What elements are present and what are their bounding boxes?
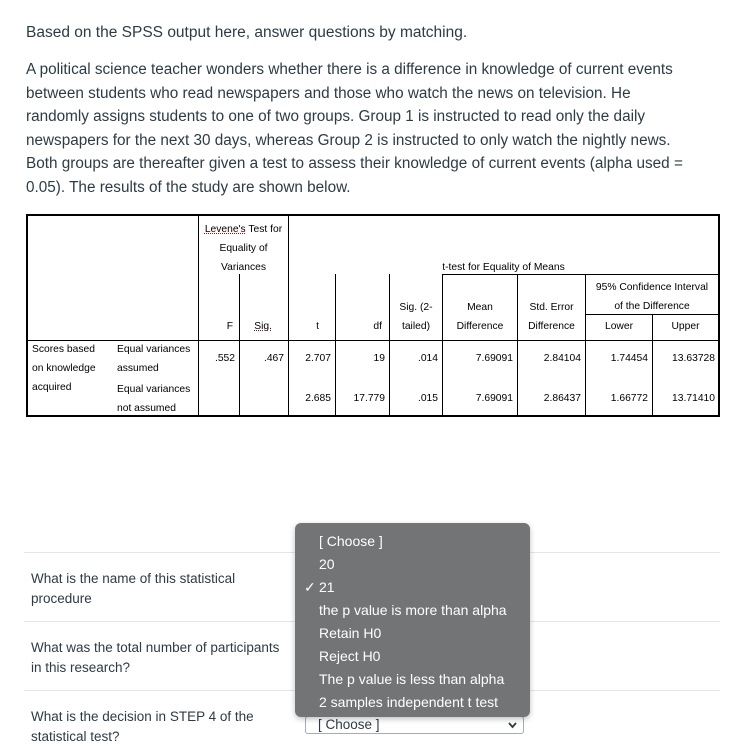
row-group-label-line1: Scores based xyxy=(32,344,95,355)
row1-se-diff: 2.84104 xyxy=(543,353,581,364)
ci-header-line1: 95% Confidence Interval xyxy=(595,282,709,293)
dropdown-menu xyxy=(295,523,530,717)
matching-question-line: procedure xyxy=(31,591,92,606)
dropdown-option[interactable]: 2 samples independent t test xyxy=(319,694,499,710)
levene-header-line3: Variances xyxy=(220,262,267,273)
row-group-label-line3: acquired xyxy=(32,382,72,393)
paragraph-line: Both groups are thereafter given a test to assess their knowledge of current events (alpha used = xyxy=(26,155,683,173)
col-header-df: df xyxy=(373,321,382,332)
paragraph-line: 0.05). The results of the study are shown below. xyxy=(26,178,351,196)
row1-sig: .467 xyxy=(263,353,284,364)
row1-mean-diff: 7.69091 xyxy=(475,353,513,364)
col-header-sig-text: Sig. xyxy=(254,321,272,332)
row2-t: 2.685 xyxy=(305,393,331,404)
paragraph-line: newspapers for the next 30 days, whereas Group 2 is instructed to only watch the nightly news. xyxy=(26,131,671,149)
levene-header xyxy=(199,224,288,235)
row1-sig2: .014 xyxy=(417,353,438,364)
matching-question xyxy=(31,707,296,747)
row2-label-line1: Equal variances xyxy=(117,384,191,395)
col-header-mean-line1: Mean xyxy=(467,302,493,313)
matching-question-line: statistical test? xyxy=(31,729,120,744)
dropdown-option-selected[interactable]: 21 xyxy=(319,579,335,595)
row2-upper: 13.71410 xyxy=(672,393,715,404)
row2-label-line2: not assumed xyxy=(117,403,176,414)
row2-lower: 1.66772 xyxy=(610,393,648,404)
matching-question xyxy=(31,638,296,678)
levene-header-word: Test for xyxy=(248,224,283,235)
paragraph-line: between students who read newspapers and those who watch the news on television. He xyxy=(26,84,631,102)
matching-question-line: What is the decision in STEP 4 of the xyxy=(31,709,254,724)
col-header-sig xyxy=(240,321,272,332)
dropdown-option[interactable]: 20 xyxy=(319,556,335,572)
row2-se-diff: 2.86437 xyxy=(543,393,581,404)
row2-sig2: .015 xyxy=(417,393,438,404)
col-header-t: t xyxy=(316,321,319,332)
paragraph-line: A political science teacher wonders whether there is a difference in knowledge of current events xyxy=(26,61,673,78)
matching-question-line: in this research? xyxy=(31,660,131,675)
paragraph-line: randomly assigns students to one of two groups. Group 1 is instructed to read only the daily xyxy=(26,108,646,126)
row1-f: .552 xyxy=(214,353,235,364)
col-header-mean-line2: Difference xyxy=(456,321,504,332)
levene-header-line2: Equality of xyxy=(219,243,268,254)
chevron-down-icon xyxy=(508,717,517,734)
checkmark-icon: ✓ xyxy=(304,579,316,595)
dropdown-option[interactable]: the p value is more than alpha xyxy=(319,602,507,618)
answer-select-value: [ Choose ] xyxy=(318,717,380,732)
row1-upper: 13.63728 xyxy=(672,353,715,364)
levene-header-word: Levene's xyxy=(204,224,246,235)
col-header-upper: Upper xyxy=(671,321,700,332)
ttest-header: t-test for Equality of Means xyxy=(442,262,565,273)
spss-output-table xyxy=(26,214,720,417)
instructions-title: Based on the SPSS output here, answer questions by matching. xyxy=(26,24,468,41)
answer-select[interactable] xyxy=(305,716,524,734)
col-header-se-line2: Difference xyxy=(528,321,575,332)
col-header-f: F xyxy=(226,321,233,332)
question-paragraph xyxy=(26,58,716,200)
row1-df: 19 xyxy=(373,353,385,364)
col-header-lower: Lower xyxy=(604,321,634,332)
row-group-label-line2: on knowledge xyxy=(32,363,96,374)
row2-mean-diff: 7.69091 xyxy=(475,393,513,404)
matching-question-line: What is the name of this statistical xyxy=(31,571,236,586)
matching-question-line: What was the total number of participants xyxy=(31,640,280,655)
col-header-sig2-line1: Sig. (2- xyxy=(399,302,433,313)
row1-t: 2.707 xyxy=(305,353,331,364)
dropdown-option[interactable]: Retain H0 xyxy=(319,625,382,641)
col-header-se-line1: Std. Error xyxy=(529,302,574,313)
dropdown-option[interactable]: The p value is less than alpha xyxy=(319,671,505,687)
ci-header-line2: of the Difference xyxy=(614,301,690,312)
row2-df: 17.779 xyxy=(353,393,385,404)
row1-label-line2: assumed xyxy=(117,363,159,374)
dropdown-option[interactable]: [ Choose ] xyxy=(319,533,383,549)
dropdown-option[interactable]: Reject H0 xyxy=(319,648,381,664)
col-header-sig2-line2: tailed) xyxy=(401,321,431,332)
matching-question xyxy=(31,569,296,609)
row1-lower: 1.74454 xyxy=(610,353,648,364)
row1-label-line1: Equal variances xyxy=(117,344,191,355)
